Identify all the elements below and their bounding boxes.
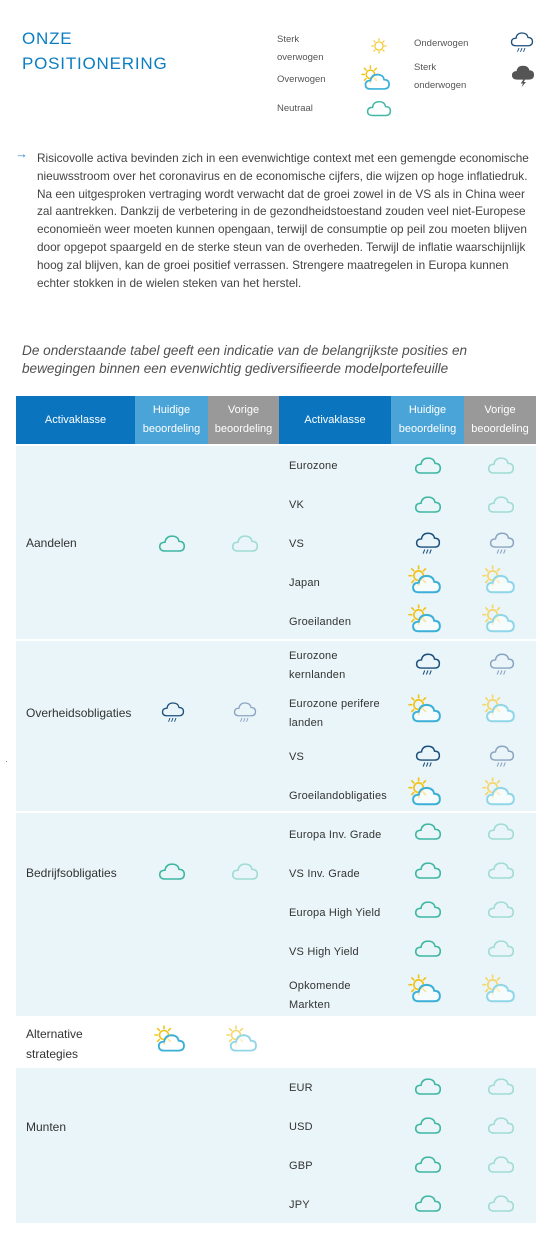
subclass-label: VK [289, 499, 305, 511]
legend-strong-underweight-label [414, 59, 466, 95]
cloud-icon [414, 1190, 442, 1218]
legend-text: onderwogen [414, 80, 467, 91]
sun-cloud-icon [154, 1024, 186, 1056]
cloud-icon [158, 530, 186, 558]
subclass-label: VS [289, 751, 305, 763]
subclass-label: EUR [289, 1082, 313, 1094]
subclass-label: Japan [289, 577, 320, 589]
class-label-munten: Munten [26, 1120, 67, 1134]
class-label-line: Alternative [26, 1027, 83, 1041]
cloud-icon [414, 452, 442, 480]
rain-cloud-icon [489, 743, 515, 769]
cloud-icon [231, 530, 259, 558]
subclass-label-line: Eurozone [289, 650, 338, 662]
sun-icon [368, 35, 390, 62]
rain-cloud-icon [161, 700, 185, 724]
sun-cloud-icon [408, 603, 442, 637]
header-previous-2 [464, 396, 536, 444]
sun-cloud-icon [408, 693, 442, 727]
header-text: beoordeling [214, 423, 273, 435]
subclass-label: Europa Inv. Grade [289, 829, 382, 841]
subclass-label-line: kernlanden [289, 669, 346, 681]
header-text: Vorige [484, 404, 516, 416]
group-band-munten [16, 1068, 536, 1223]
rain-cloud-icon [415, 743, 441, 769]
header-text: Huidige [408, 404, 447, 416]
rain-cloud-icon [415, 651, 441, 677]
legend-text: overwogen [277, 52, 324, 63]
cloud-icon [487, 1073, 515, 1101]
group-band-overheidsobligaties [16, 641, 536, 811]
intro-paragraph: Risicovolle activa bevinden zich in een evenwichtige context met een gemengde economische nieuwsstroom over het coronavirus en de economische cijfers, die wijzen op hoge inflatiedruk. Na een uitgesproken vertraging wordt verwacht dat de groei zowel in de VS als in China weer zal aantrekken. Dankzij de verbetering in de gezondheidstoestand zouden veel niet-Europese economieën weer moeten kunnen opengaan, terwijl de consumptie op peil zou moeten blijven door opgepot spaargeld en de sterke steun van de overheden. Terwijl de inflatie waarschijnlijk hoog zal blijven, kan de groei positief verrassen. Strengere maatregelen in Europa kunnen echter stokken in de wielen steken van het herstel. [37, 151, 529, 290]
header-text: beoordeling [398, 423, 457, 435]
header-text: Huidige [152, 404, 191, 416]
sun-cloud-icon [482, 564, 516, 598]
arrow-right-icon: → [15, 146, 28, 161]
legend-text: Sterk [414, 62, 437, 73]
group-band-bedrijfsobligaties [16, 813, 536, 1016]
header-text: beoordeling [142, 423, 201, 435]
cloud-icon [487, 1151, 515, 1179]
subclass-label [289, 647, 345, 685]
rain-cloud-icon [489, 530, 515, 556]
cloud-icon [414, 491, 442, 519]
subclass-label: GBP [289, 1160, 313, 1172]
rain-cloud-icon [489, 651, 515, 677]
cloud-icon [414, 857, 442, 885]
cloud-icon [366, 96, 392, 127]
class-label-overheidsobligaties: Overheidsobligaties [26, 706, 132, 720]
rain-cloud-icon [510, 30, 534, 59]
header-asset-class-2: Activaklasse [279, 396, 391, 444]
class-label-bedrijfsobligaties: Bedrijfsobligaties [26, 866, 117, 880]
sun-cloud-icon [226, 1024, 258, 1056]
subclass-label: USD [289, 1121, 313, 1133]
storm-cloud-icon [511, 64, 535, 93]
class-label-aandelen: Aandelen [26, 536, 77, 550]
cloud-icon [414, 818, 442, 846]
cloud-icon [414, 1151, 442, 1179]
sun-cloud-icon [408, 564, 442, 598]
cloud-icon [487, 818, 515, 846]
subclass-label-line: Opkomende [289, 980, 351, 992]
subclass-label: VS High Yield [289, 946, 359, 958]
title-line-2: POSITIONERING [22, 54, 168, 73]
subclass-label [289, 695, 380, 733]
cloud-icon [487, 1190, 515, 1218]
cloud-icon [487, 452, 515, 480]
subclass-label-line: Markten [289, 999, 331, 1011]
legend-neutral-label: Neutraal [277, 103, 313, 114]
sun-cloud-icon [408, 973, 442, 1007]
cloud-icon [487, 857, 515, 885]
header-asset-class: Activaklasse [16, 396, 135, 444]
legend-strong-overweight-label [277, 31, 323, 67]
subclass-label: VS Inv. Grade [289, 868, 360, 880]
sun-cloud-icon [408, 776, 442, 810]
cloud-icon [414, 935, 442, 963]
title-line-1: ONZE [22, 29, 73, 48]
sun-cloud-icon [482, 776, 516, 810]
subclass-label-line: landen [289, 717, 324, 729]
cloud-icon [487, 491, 515, 519]
sun-cloud-icon [361, 64, 391, 99]
header-previous [208, 396, 279, 444]
table-intro: De onderstaande tabel geeft een indicatie van de belangrijkste posities en bewegingen binnen een evenwichtig gediversifieerde modelportefeuille [22, 343, 468, 376]
cloud-icon [487, 1112, 515, 1140]
header-text: beoordeling [471, 423, 529, 435]
stray-dot [6, 761, 7, 762]
subclass-label: Groeilandobligaties [289, 790, 387, 802]
subclass-label: JPY [289, 1199, 310, 1211]
subclass-label: VS [289, 538, 305, 550]
class-label-alternative-strategies [26, 1024, 83, 1064]
rain-cloud-icon [233, 700, 257, 724]
subclass-label: Eurozone [289, 460, 338, 472]
cloud-icon [414, 1073, 442, 1101]
cloud-icon [414, 1112, 442, 1140]
cloud-icon [158, 858, 186, 886]
class-label-line: strategies [26, 1047, 79, 1061]
sun-cloud-icon [482, 603, 516, 637]
subclass-label: Europa High Yield [289, 907, 381, 919]
subclass-label: Groeilanden [289, 616, 352, 628]
subclass-label [289, 977, 351, 1015]
sun-cloud-icon [482, 693, 516, 727]
header-text: Vorige [227, 404, 260, 416]
legend-underweight-label: Onderwogen [414, 38, 469, 49]
rain-cloud-icon [415, 530, 441, 556]
header-current-2 [391, 396, 464, 444]
subclass-label-line: Eurozone perifere [289, 698, 380, 710]
legend-text: Sterk [277, 34, 300, 45]
cloud-icon [487, 935, 515, 963]
legend-overweight-label: Overwogen [277, 74, 326, 85]
cloud-icon [414, 896, 442, 924]
cloud-icon [487, 896, 515, 924]
cloud-icon [231, 858, 259, 886]
page-title [22, 26, 167, 76]
sun-cloud-icon [482, 973, 516, 1007]
group-band-aandelen [16, 446, 536, 639]
header-current [135, 396, 208, 444]
